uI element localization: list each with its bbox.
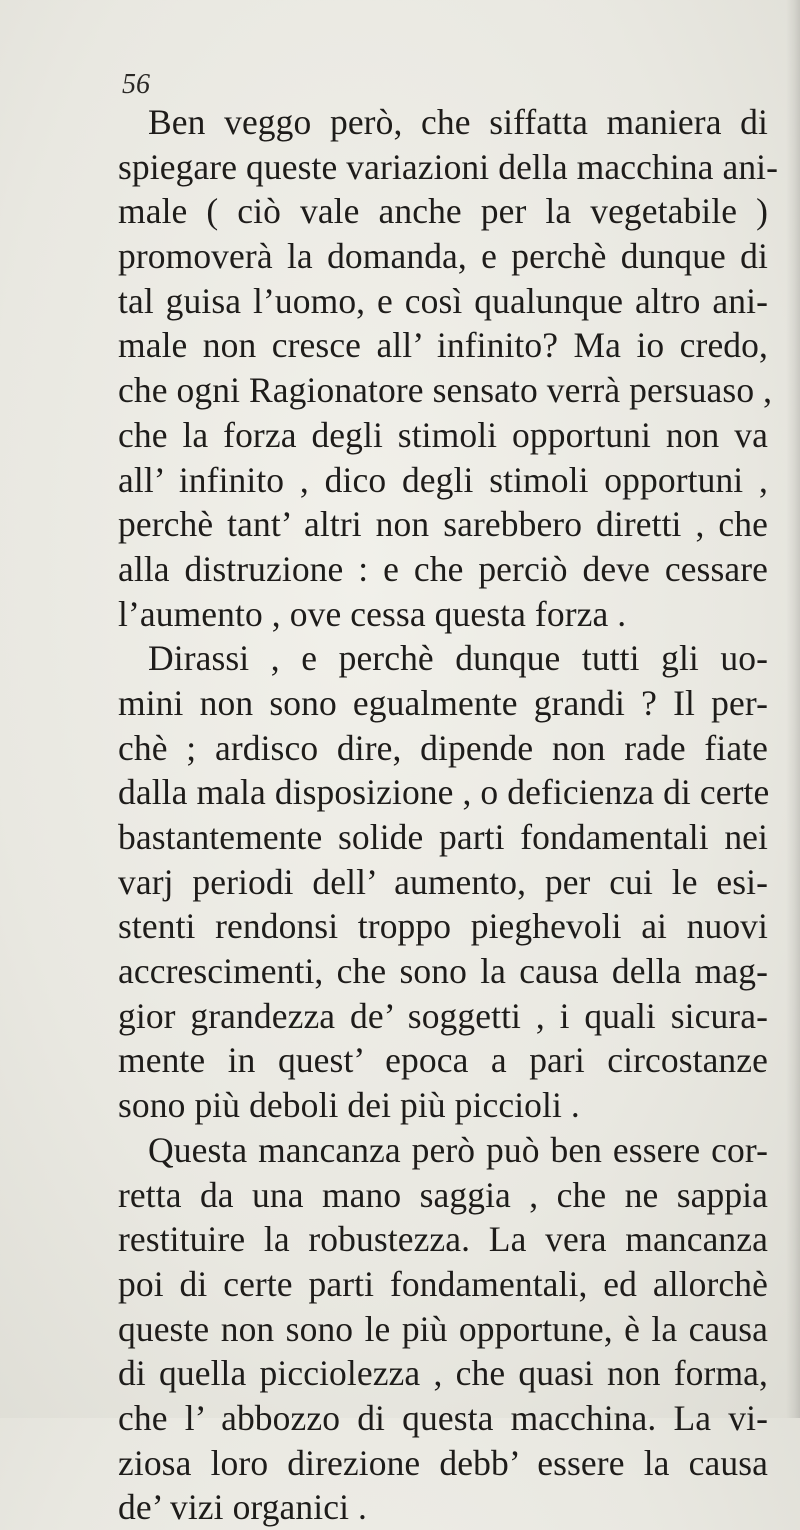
text-line: male non cresce all’ infinito? Ma io credo,: [118, 325, 768, 366]
text-line: che l’ abbozzo di questa macchina. La vi-: [118, 1397, 768, 1438]
page-edge-shadow: [786, 0, 800, 1418]
text-line: gior grandezza de’ soggetti , i quali sicura-: [118, 995, 768, 1036]
text-line: restituire la robustezza. La vera mancanza: [118, 1219, 768, 1260]
text-line: alla distruzione : e che perciò deve cessare: [118, 548, 768, 589]
text-line: tal guisa l’uomo, e così qualunque altro ani-: [118, 280, 768, 321]
body-text: [118, 100, 779, 1530]
text-line: bastantemente solide parti fondamentali nei: [118, 817, 768, 857]
text-line: mini non sono egualmente grandi ? Il per-: [118, 682, 768, 723]
text-line: de’ vizi organici .: [118, 1487, 367, 1528]
text-line: stenti rendonsi troppo pieghevoli ai nuovi: [118, 906, 768, 947]
text-line: di quella picciolezza , che quasi non forma,: [118, 1353, 768, 1394]
text-line: queste non sono le più opportune, è la causa: [118, 1308, 768, 1349]
text-line: poi di certe parti fondamentali, ed allorchè: [118, 1263, 768, 1304]
text-line: varj periodi dell’ aumento, per cui le esi-: [118, 861, 768, 902]
text-line: retta da una mano saggia , che ne sappia: [118, 1174, 768, 1215]
text-line: chè ; ardisco dire, dipende non rade fiate: [118, 727, 768, 768]
text-line: sono più deboli dei più piccioli .: [118, 1085, 580, 1126]
text-line: accrescimenti, che sono la causa della mag-: [118, 951, 768, 992]
text-line: l’aumento , ove cessa questa forza .: [118, 593, 627, 634]
text-line: ziosa loro direzione debb’ essere la causa: [118, 1442, 768, 1483]
text-line: Dirassi , e perchè dunque tutti gli uo-: [148, 638, 768, 679]
text-line: all’ infinito , dico degli stimoli opportuni ,: [118, 459, 768, 500]
text-line: male ( ciò vale anche per la vegetabile ): [118, 191, 768, 232]
text-line: dalla mala disposizione , o deficienza di certe: [118, 772, 770, 813]
page-number: 56: [122, 69, 150, 100]
text-line: Questa mancanza però può ben essere cor-: [148, 1129, 768, 1170]
text-line: che ogni Ragionatore sensato verrà persuaso ,: [118, 370, 773, 411]
text-line: che la forza degli stimoli opportuni non va: [118, 414, 768, 455]
text-line: mente in quest’ epoca a pari circostanze: [118, 1040, 768, 1081]
text-line: promoverà la domanda, e perchè dunque di: [118, 236, 768, 277]
text-line: spiegare queste variazioni della macchina ani-: [118, 146, 779, 187]
text-line: Ben veggo però, che siffatta maniera di: [148, 102, 768, 142]
text-line: perchè tant’ altri non sarebbero diretti , che: [118, 504, 768, 545]
